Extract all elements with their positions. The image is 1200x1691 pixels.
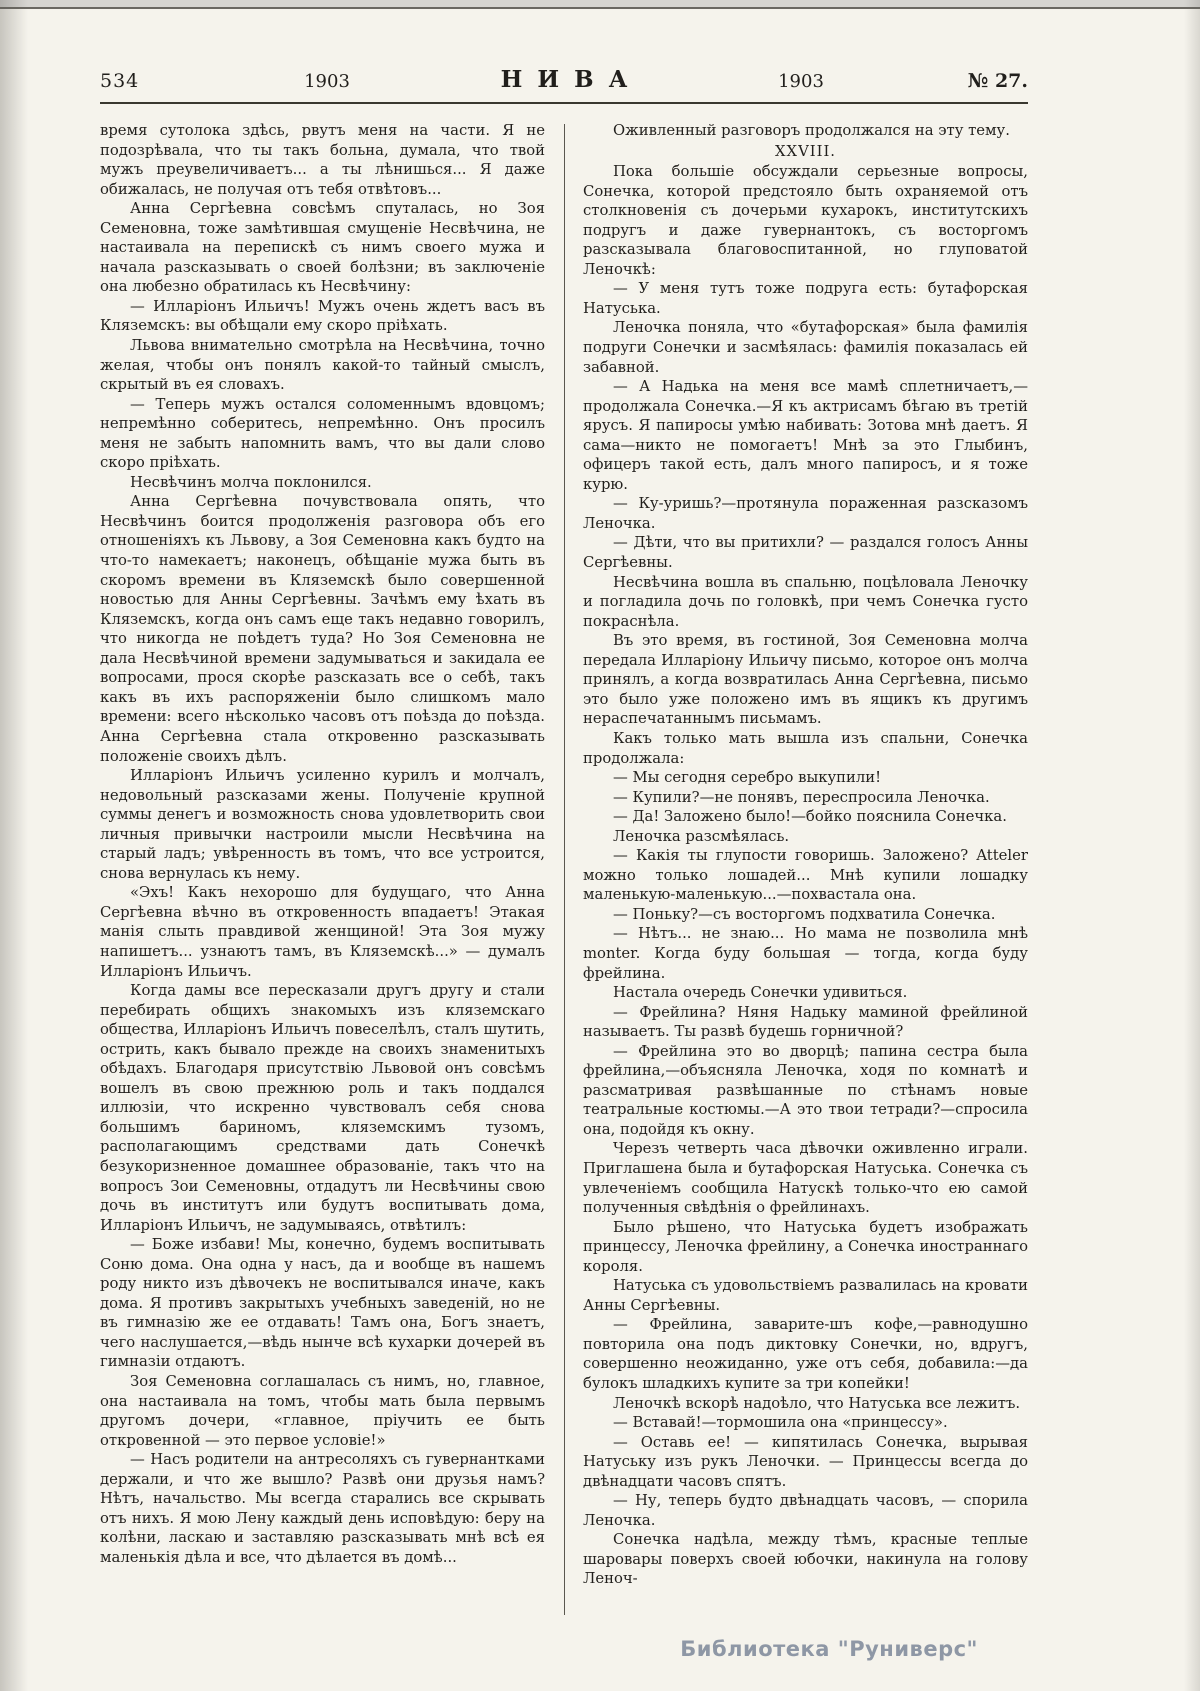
page-header xyxy=(100,66,1028,93)
text-paragraph: — Купили?—не понявъ, переспросила Леночка. xyxy=(613,788,990,806)
text-paragraph: Когда дамы все пересказали другъ другу и стали перебирать общихъ знакомыхъ изъ кляземскаго общества, Илларіонъ Ильичъ повеселѣлъ, сталъ шутить, острить, какъ бывало прежде на своихъ знаменитыхъ обѣдахъ. Благодаря присутствію Львовой онъ совсѣмъ вошелъ въ свою прежнюю роль и такъ поддался иллюзіи, что искренно чувствовалъ себя снова большимъ бариномъ, кляземскимъ тузомъ, располагающимъ средствами дать Сонечкѣ безукоризненное домашнее образованіе, такъ что на вопросъ Зои Семеновны, отдадутъ ли Несвѣчины свою дочь въ институтъ или будутъ воспитывать дома, Илларіонъ Ильичъ, не задумываясь, отвѣтилъ: xyxy=(100,982,545,1234)
left-column xyxy=(100,121,545,1619)
scan-top-edge xyxy=(0,0,1200,9)
text-paragraph: — Насъ родители на антресоляхъ съ гувернантками держали, и что же вышло? Развѣ они друзья намъ? Нѣтъ, начальство. Мы всегда старались все скрывать отъ нихъ. Я мою Лену каждый день исповѣдую: беру на колѣни, ласкаю и заставляю разсказывать мнѣ всѣ ея маленькія дѣла и все, что дѣлается въ домѣ... xyxy=(100,1451,545,1566)
right-column xyxy=(583,121,1028,1619)
text-paragraph: Было рѣшено, что Натуська будетъ изображать принцессу, Леночка фрейлину, а Сонечка иностраннаго короля. xyxy=(583,1218,1028,1275)
text-paragraph: — Оставь ее! — кипятилась Сонечка, вырывая Натуську изъ рукъ Леночки. — Принцессы всегда до двѣнадцати часовъ спятъ. xyxy=(583,1433,1028,1490)
text-paragraph: — Какія ты глупости говоришь. Заложено? Atteler можно только лошадей... Мнѣ купили лошадку маленькую-маленькую...—похвастала она. xyxy=(583,847,1028,904)
text-paragraph: — Боже избави! Мы, конечно, будемъ воспитывать Соню дома. Она одна у насъ, да и вообще въ нашемъ роду никто изъ дѣвочекъ не воспитывался иначе, какъ дома. Я противъ закрытыхъ учебныхъ заведеній, но не въ гимназію же ее отдавать! Тамъ она, Богъ знаетъ, чего наслушается,—вѣдь нынче всѣ кухарки дочерей въ гимназіи отдаютъ. xyxy=(100,1236,545,1371)
issue-number: № 27. xyxy=(967,70,1028,92)
text-paragraph: Львова внимательно смотрѣла на Несвѣчина, точно желая, чтобы онъ понялъ какой-то тайный смыслъ, скрытый въ ея словахъ. xyxy=(100,337,545,394)
text-paragraph: Оживленный разговоръ продолжался на эту тему. xyxy=(613,122,1010,139)
text-paragraph: Анна Сергѣевна совсѣмъ спуталась, но Зоя Семеновна, тоже замѣтившая смущеніе Несвѣчина, не настаивала на перепискѣ съ нимъ своего мужа и начала разсказывать о своей болѣзни; въ заключеніе она любезно обратилась къ Несвѣчину: xyxy=(100,200,545,296)
text-paragraph: — Илларіонъ Ильичъ! Мужъ очень ждетъ васъ въ Кляземскъ: вы обѣщали ему скоро пріѣхать. xyxy=(100,297,545,335)
text-paragraph: Илларіонъ Ильичъ усиленно курилъ и молчалъ, недовольный разсказами жены. Полученіе крупной суммы денегъ и возможность снова удовлетворить свои личныя привычки настроили мысли Несвѣчина на старый ладъ; увѣренность въ томъ, что все устроится, снова вернулась къ нему. xyxy=(100,767,545,882)
masthead-title: НИВА xyxy=(500,66,643,93)
text-paragraph: — Ку-уришь?—протянула пораженная разсказомъ Леночка. xyxy=(583,495,1028,532)
text-paragraph: — Да! Заложено было!—бойко пояснила Сонечка. xyxy=(613,808,1007,826)
text-columns xyxy=(100,121,1028,1619)
text-paragraph: Зоя Семеновна соглашалась съ нимъ, но, главное, она настаивала на томъ, чтобы мать была первымъ другомъ дочери, «главное, пріучить ее быть откровенной — это первое условіе!» xyxy=(100,1373,545,1449)
text-paragraph: — Мы сегодня серебро выкупили! xyxy=(613,769,882,787)
text-paragraph: Леночка разсмѣялась. xyxy=(613,827,790,845)
year-left: 1903 xyxy=(304,71,350,92)
text-paragraph: — А Надька на меня все мамѣ сплетничаетъ,—продолжала Сонечка.—Я къ актрисамъ бѣгаю въ третій ярусъ. Я папиросы умѣю набивать: Зотова мнѣ даетъ. Я сама—никто не помогаетъ! Мнѣ за это Глыбинъ, офицеръ такой есть, далъ много папиросъ, и я тоже курю. xyxy=(583,378,1028,493)
text-paragraph: — Фрейлина, заварите-шъ кофе,—равнодушно повторила она подъ диктовку Сонечки, но, вдругъ, совершенно неожиданно, уже отъ себя, добавила:—да булокъ шладкихъ купите за три копейки! xyxy=(583,1316,1028,1392)
text-paragraph: — Ну, теперь будто двѣнадцать часовъ, — спорила Леночка. xyxy=(583,1492,1028,1529)
text-paragraph: Несвѣчинъ молча поклонился. xyxy=(130,473,372,491)
text-paragraph: Натуська съ удовольствіемъ развалилась на кровати Анны Сергѣевны. xyxy=(583,1277,1028,1314)
text-paragraph: — У меня тутъ тоже подруга есть: бутафорская Натуська. xyxy=(583,280,1028,317)
text-paragraph: — Теперь мужъ остался соломеннымъ вдовцомъ; непремѣнно соберитесь, непремѣнно. Онъ просилъ меня не забыть напомнить вамъ, что вы дали слово скоро пріѣхать. xyxy=(100,395,545,472)
page-number: 534 xyxy=(100,70,140,92)
text-paragraph: Анна Сергѣевна почувствовала опять, что Несвѣчинъ боится продолженія разговора объ его отношеніяхъ къ Львову, а Зоя Семеновна какъ будто на что-то намекаетъ; наконецъ, обѣщаніе мужа быть въ скоромъ времени въ Кляземскѣ было совершенной новостью для Анны Сергѣевны. Зачѣмъ ему ѣхать въ Кляземскъ, когда онъ самъ еще такъ недавно говорилъ, что никогда не поѣдетъ туда? Но Зоя Семеновна не дала Несвѣчиной времени задумываться и закидала ее вопросами, прося скорѣе разсказать все о себѣ, такъ какъ въ ихъ распоряженіи было слишкомъ мало времени: всего нѣсколько часовъ отъ поѣзда до поѣзда. Анна Сергѣевна стала откровенно разсказывать положеніе своихъ дѣлъ. xyxy=(100,493,545,765)
text-paragraph: — Нѣтъ... не знаю... Но мама не позволила мнѣ monter. Когда буду большая — тогда, когда буду фрейлина. xyxy=(583,925,1028,982)
text-paragraph: — Вставай!—тормошила она «принцессу». xyxy=(613,1414,948,1432)
text-paragraph: Сонечка надѣла, между тѣмъ, красные теплые шаровары поверхъ своей юбочки, накинула на голову Леноч- xyxy=(583,1531,1028,1588)
text-paragraph: — Поньку?—съ восторгомъ подхватила Сонечка. xyxy=(613,905,996,923)
text-paragraph: «Эхъ! Какъ нехорошо для будущаго, что Анна Сергѣевна вѣчно въ откровенность впадаетъ! Этакая манія слыть правдивой женщиной! Эта Зоя мужу напишетъ... узнаютъ тамъ, въ Кляземскѣ...» — думалъ Илларіонъ Ильичъ. xyxy=(100,884,545,980)
text-paragraph: — Дѣти, что вы притихли? — раздался голосъ Анны Сергѣевны. xyxy=(583,534,1028,572)
scan-right-edge xyxy=(1184,0,1200,1691)
scan-left-edge xyxy=(0,0,28,1691)
text-paragraph: — Фрейлина? Няня Надьку маминой фрейлиной называетъ. Ты развѣ будешь горничной? xyxy=(583,1003,1028,1041)
header-rule xyxy=(100,102,1028,104)
chapter-heading: XXVIII. xyxy=(775,142,836,160)
year-right: 1903 xyxy=(778,71,824,92)
text-paragraph: Леночкѣ вскорѣ надоѣло, что Натуська все лежитъ. xyxy=(613,1394,1021,1412)
text-paragraph: Въ это время, въ гостиной, Зоя Семеновна молча передала Илларіону Ильичу письмо, которое онъ молча принялъ, а когда возвратилась Анна Сергѣевна, письмо это было уже положено имъ въ ящикъ къ другимъ нераспечатаннымъ письмамъ. xyxy=(583,632,1028,728)
text-paragraph: — Фрейлина это во дворцѣ; папина сестра была фрейлина,—объясняла Леночка, ходя по комнатѣ и разсматривая развѣшанные по стѣнамъ новые театральные костюмы.—А это твои тетради?—спросила она, подойдя къ окну. xyxy=(583,1042,1028,1138)
text-paragraph: Черезъ четверть часа дѣвочки оживленно играли. Приглашена была и бутафорская Натуська. Сонечка съ увлеченіемъ сообщила Натускѣ только-что ею самой полученныя свѣдѣнія о фрейлинахъ. xyxy=(583,1140,1028,1217)
text-paragraph: Настала очередь Сонечки удивиться. xyxy=(613,984,908,1002)
text-paragraph: Какъ только мать вышла изъ спальни, Сонечка продолжала: xyxy=(583,729,1028,767)
text-paragraph: Пока большіе обсуждали серьезные вопросы, Сонечка, которой предстояло быть охраняемой отъ столкновенія съ дочерьми кухарокъ, институтскихъ подругъ и даже гувернантокъ, съ восторгомъ разсказывала благовоспитанной, но глуповатой Леночкѣ: xyxy=(583,163,1028,278)
text-paragraph: Леночка поняла, что «бутафорская» была фамилія подруги Сонечки и засмѣялась: фамилія показалась ей забавной. xyxy=(583,319,1028,376)
library-watermark: Библиотека "Руниверс" xyxy=(680,1637,978,1661)
text-paragraph: время сутолока здѣсь, рвутъ меня на части. Я не подозрѣвала, что ты такъ больна, думала, что твой мужъ преувеличиваетъ... а ты лѣнишься... Я даже обижалась, не получая отъ тебя отвѣтовъ... xyxy=(100,122,545,198)
text-paragraph: Несвѣчина вошла въ спальню, поцѣловала Леночку и погладила дочь по головкѣ, при чемъ Сонечка густо покраснѣла. xyxy=(583,573,1028,630)
